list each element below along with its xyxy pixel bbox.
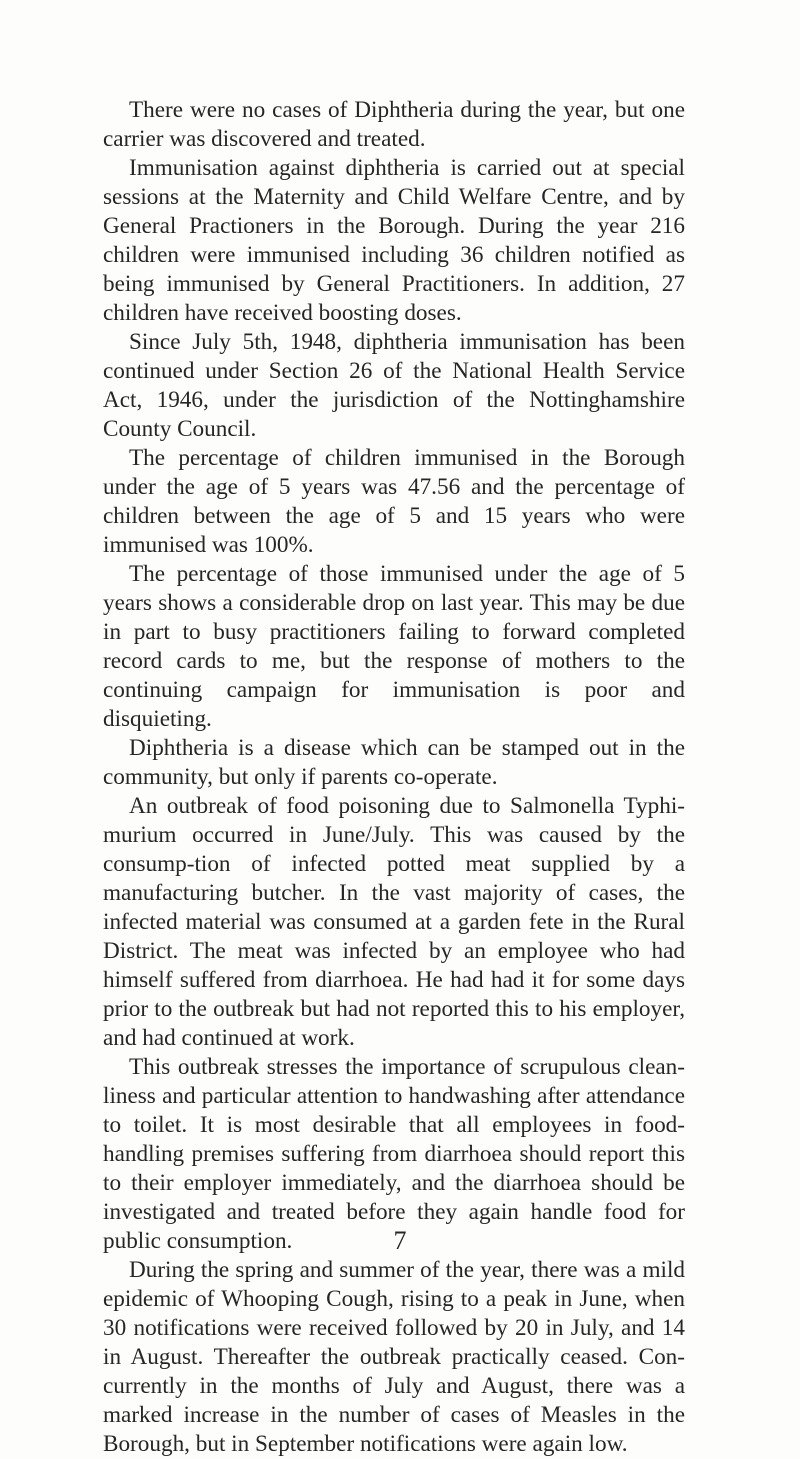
paragraph-percentage-drop: The percentage of those immunised under the age of 5 years shows a considerable drop on last year. This may be due in part to busy practitioners failing to forward completed record cards to me, but the response of mothers to the continuing campaign for immunisation is poor and disquieting. (103, 561, 685, 732)
paragraph-nhs-act: Since July 5th, 1948, diphtheria immunisation has been continued under Section 26 of the National Health Service Act, 1946, under the jurisdiction of the Nottinghamshire County Council. (103, 329, 685, 442)
paragraph-diphtheria-cases: There were no cases of Diphtheria during the year, but one carrier was discovered and treated. (103, 97, 685, 152)
paragraph-immunisation-sessions: Immunisation against diphtheria is carried out at special sessions at the Maternity and Child Welfare Centre, and by General Practioners in the Borough. During the year 216 children were immunised including 36 children notified as being immunised by General Practitioners. In addition, 27 children have received boosting doses. (103, 155, 685, 326)
paragraph-immunisation-percentage: The percentage of children immunised in the Borough under the age of 5 years was 47.56 and the percentage of children between the age of 5 and 15 years who were immunised was 100%. (103, 445, 685, 558)
paragraph-food-poisoning: An outbreak of food poisoning due to Salmonella Typhi-murium occurred in June/July. This was caused by the consump-tion of infected potted meat supplied by a manufacturing butcher. In the vast majority of cases, the infected material was consumed at a garden fete in the Rural District. The meat was infected by an employee who had himself suffered from diarrhoea. He had had it for some days prior to the outbreak but had not reported this to his employer, and had continued at work. (103, 793, 685, 1051)
page-number: 7 (393, 1226, 407, 1255)
paragraph-whooping-cough: During the spring and summer of the year, there was a mild epidemic of Whooping Cough, rising to a peak in June, when 30 notifications were received followed by 20 in July, and 14 in August. Thereafter the outbreak practically ceased. Con-currently in the months of July and August, there was a marked increase in the number of cases of Measles in the Borough, but in September notifications were again low. (103, 1257, 685, 1457)
paragraph-cleanliness: This outbreak stresses the importance of scrupulous clean-liness and particular attention to handwashing after attendance to toilet. It is most desirable that all employees in food-handling premises suffering from diarrhoea should report this to their employer immediately, and the diarrhoea should be investigated and treated before they again handle food for public consumption. (103, 1054, 685, 1254)
paragraph-parents-cooperate: Diphtheria is a disease which can be stamped out in the community, but only if parents co-operate. (103, 735, 685, 790)
